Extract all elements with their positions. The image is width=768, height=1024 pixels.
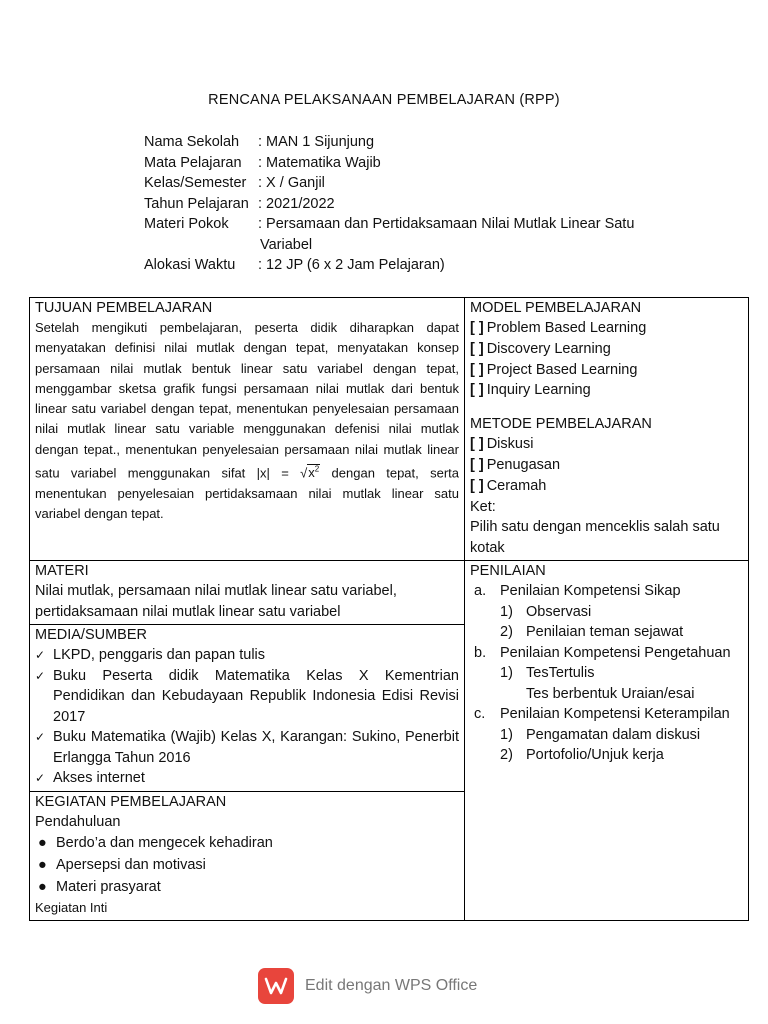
tujuan-heading: TUJUAN PEMBELAJARAN (35, 300, 213, 316)
metode-option[interactable] (470, 476, 743, 497)
model-option[interactable] (470, 360, 743, 381)
penilaian-heading: PENILAIAN (470, 563, 546, 580)
tujuan-text (35, 318, 459, 524)
list-item: 1) Observasi (500, 603, 592, 620)
metode-option[interactable] (470, 455, 743, 476)
wps-w-icon (264, 977, 288, 995)
left-stack-cell (30, 561, 465, 921)
metode-option[interactable] (470, 434, 743, 455)
check-icon: ✓ (35, 668, 46, 683)
model-metode-cell (465, 298, 749, 561)
penilaian-c: c. Penilaian Kompetensi Keterampilan (474, 706, 730, 723)
info-value: : 2021/2022 (258, 195, 335, 212)
option-label: Diskusi (486, 436, 534, 453)
info-value: : Persamaan dan Pertidaksamaan Nilai Mutlak Linear Satu (258, 216, 635, 232)
info-value: : Matematika Wajib (258, 154, 381, 171)
list-item-cont: Tes berbentuk Uraian/esai (526, 685, 695, 702)
model-heading: MODEL PEMBELAJARAN (470, 300, 642, 316)
info-label: Tahun Pelajaran (144, 195, 249, 212)
list-item: 1) Pengamatan dalam diskusi (500, 726, 701, 743)
check-icon: ✓ (35, 648, 46, 663)
wps-edit-link[interactable] (258, 968, 477, 1004)
list-item: ✓ Buku Matematika (Wajib) Kelas X, Karangan: Sukino, Penerbit Erlangga Tahun 2016 (35, 727, 459, 768)
info-row-materi (144, 214, 664, 255)
table-row (30, 298, 749, 561)
wps-logo-icon (258, 968, 294, 1004)
info-row-sekolah (144, 132, 664, 153)
kegiatan-heading: KEGIATAN PEMBELAJARAN (35, 793, 227, 810)
list-item: 1) TesTertulis (500, 665, 595, 682)
info-value: : MAN 1 Sijunjung (258, 134, 375, 150)
ket-text: Pilih satu dengan menceklis salah satu kotak (470, 519, 720, 556)
bullet-icon: ● (38, 857, 47, 874)
info-value: : X / Ganjil (258, 175, 325, 191)
media-block (30, 625, 464, 792)
list-item: ● Apersepsi dan motivasi (35, 854, 459, 876)
model-option[interactable] (470, 380, 743, 401)
model-option[interactable] (470, 318, 743, 339)
media-heading: MEDIA/SUMBER (35, 627, 147, 644)
kegiatan-inti-heading: Kegiatan Inti (35, 900, 108, 916)
info-label: Kelas/Semester (144, 175, 247, 191)
tujuan-text-before: Setelah mengikuti pembelajaran, peserta didik diharapkan dapat menyatakan definisi nilai mutlak dengan tepat, menyatakan konsep persamaan nilai mutlak bentuk linear satu variabel dengan tepat, menggambar sketsa grafik fungsi persamaan nilai mutlak dari bentuk linear satu variabel dengan tepat, menentukan penyelesaian persamaan nilai mutlak linear satu variable menggunakan defenisi nilai mutlak dengan tepat., menentukan penyelesaian persamaan nilai mutlak linear satu variabel menggunakan sifat |x| = (35, 320, 459, 481)
checkbox-icon[interactable]: [ ] (470, 382, 484, 399)
materi-text: Nilai mutlak, persamaan nilai mutlak linear satu variabel, pertidaksamaan nilai mutlak linear satu variabel (35, 583, 397, 620)
penilaian-cell (465, 561, 749, 921)
table-row (30, 561, 749, 921)
materi-block (30, 561, 464, 625)
option-label: Project Based Learning (486, 361, 638, 378)
option-label: Discovery Learning (486, 340, 611, 357)
info-label: Nama Sekolah (144, 134, 240, 150)
checkbox-icon[interactable]: [ ] (470, 477, 484, 494)
bullet-icon: ● (38, 835, 47, 852)
list-item: 2) Penilaian teman sejawat (500, 624, 684, 641)
option-label: Inquiry Learning (486, 382, 591, 399)
option-label: Penugasan (486, 456, 561, 473)
kegiatan-block (30, 792, 464, 921)
info-value-cont: Variabel (260, 236, 313, 253)
checkbox-icon[interactable]: [ ] (470, 340, 484, 357)
list-item: ● Berdo’a dan mengecek kehadiran (35, 832, 459, 854)
checkbox-icon[interactable]: [ ] (470, 361, 484, 378)
checkbox-icon[interactable]: [ ] (470, 436, 484, 453)
option-label: Problem Based Learning (486, 320, 647, 336)
list-item: ✓ Buku Peserta didik Matematika Kelas X Kementrian Pendidikan dan Kebudayaan Republik Indonesia Edisi Revisi 2017 (35, 666, 459, 728)
tujuan-cell (30, 298, 465, 561)
list-item: 2) Portofolio/Unjuk kerja (500, 747, 664, 764)
info-row-kelas (144, 173, 664, 194)
info-label: Materi Pokok (144, 216, 229, 232)
info-label: Mata Pelajaran (144, 154, 242, 171)
metode-heading: METODE PEMBELAJARAN (470, 416, 652, 433)
bullet-icon: ● (38, 879, 47, 896)
sqrt-base: x (308, 465, 315, 481)
info-value-materi (258, 214, 664, 255)
pendahuluan-heading: Pendahuluan (35, 813, 121, 830)
penilaian-a: a. Penilaian Kompetensi Sikap (474, 583, 681, 600)
check-icon: ✓ (35, 730, 46, 745)
info-row-mapel (144, 153, 664, 174)
info-label: Alokasi Waktu (144, 257, 236, 273)
list-item: ● Materi prasyarat (35, 876, 459, 898)
wps-edit-text[interactable]: Edit dengan WPS Office (305, 977, 478, 994)
option-label: Ceramah (486, 477, 547, 494)
list-item: ✓ LKPD, penggaris dan papan tulis (35, 645, 459, 666)
checkbox-icon[interactable]: [ ] (470, 456, 484, 473)
rpp-table (29, 297, 749, 921)
model-option[interactable] (470, 339, 743, 360)
checkbox-icon[interactable]: [ ] (470, 320, 484, 336)
penilaian-b: b. Penilaian Kompetensi Pengetahuan (474, 644, 731, 661)
check-icon: ✓ (35, 771, 46, 786)
materi-heading: MATERI (35, 563, 89, 580)
info-value: : 12 JP (6 x 2 Jam Pelajaran) (258, 257, 445, 273)
sqrt-formula: $√x^2$ (300, 465, 320, 481)
sqrt-exponent: 2 (314, 465, 320, 475)
info-block (144, 132, 664, 276)
info-row-tahun (144, 194, 664, 215)
tujuan-text-after: dengan tepat, serta menentukan penyelesaian pertidaksamaan nilai mutlak linear satu variabel dengan tepat. (35, 465, 459, 521)
document-title: RENCANA PELAKSANAAN PEMBELAJARAN (RPP) (208, 92, 560, 108)
info-row-alokasi (144, 255, 664, 276)
ket-label: Ket: (470, 498, 496, 515)
list-item: ✓ Akses internet (35, 768, 459, 789)
